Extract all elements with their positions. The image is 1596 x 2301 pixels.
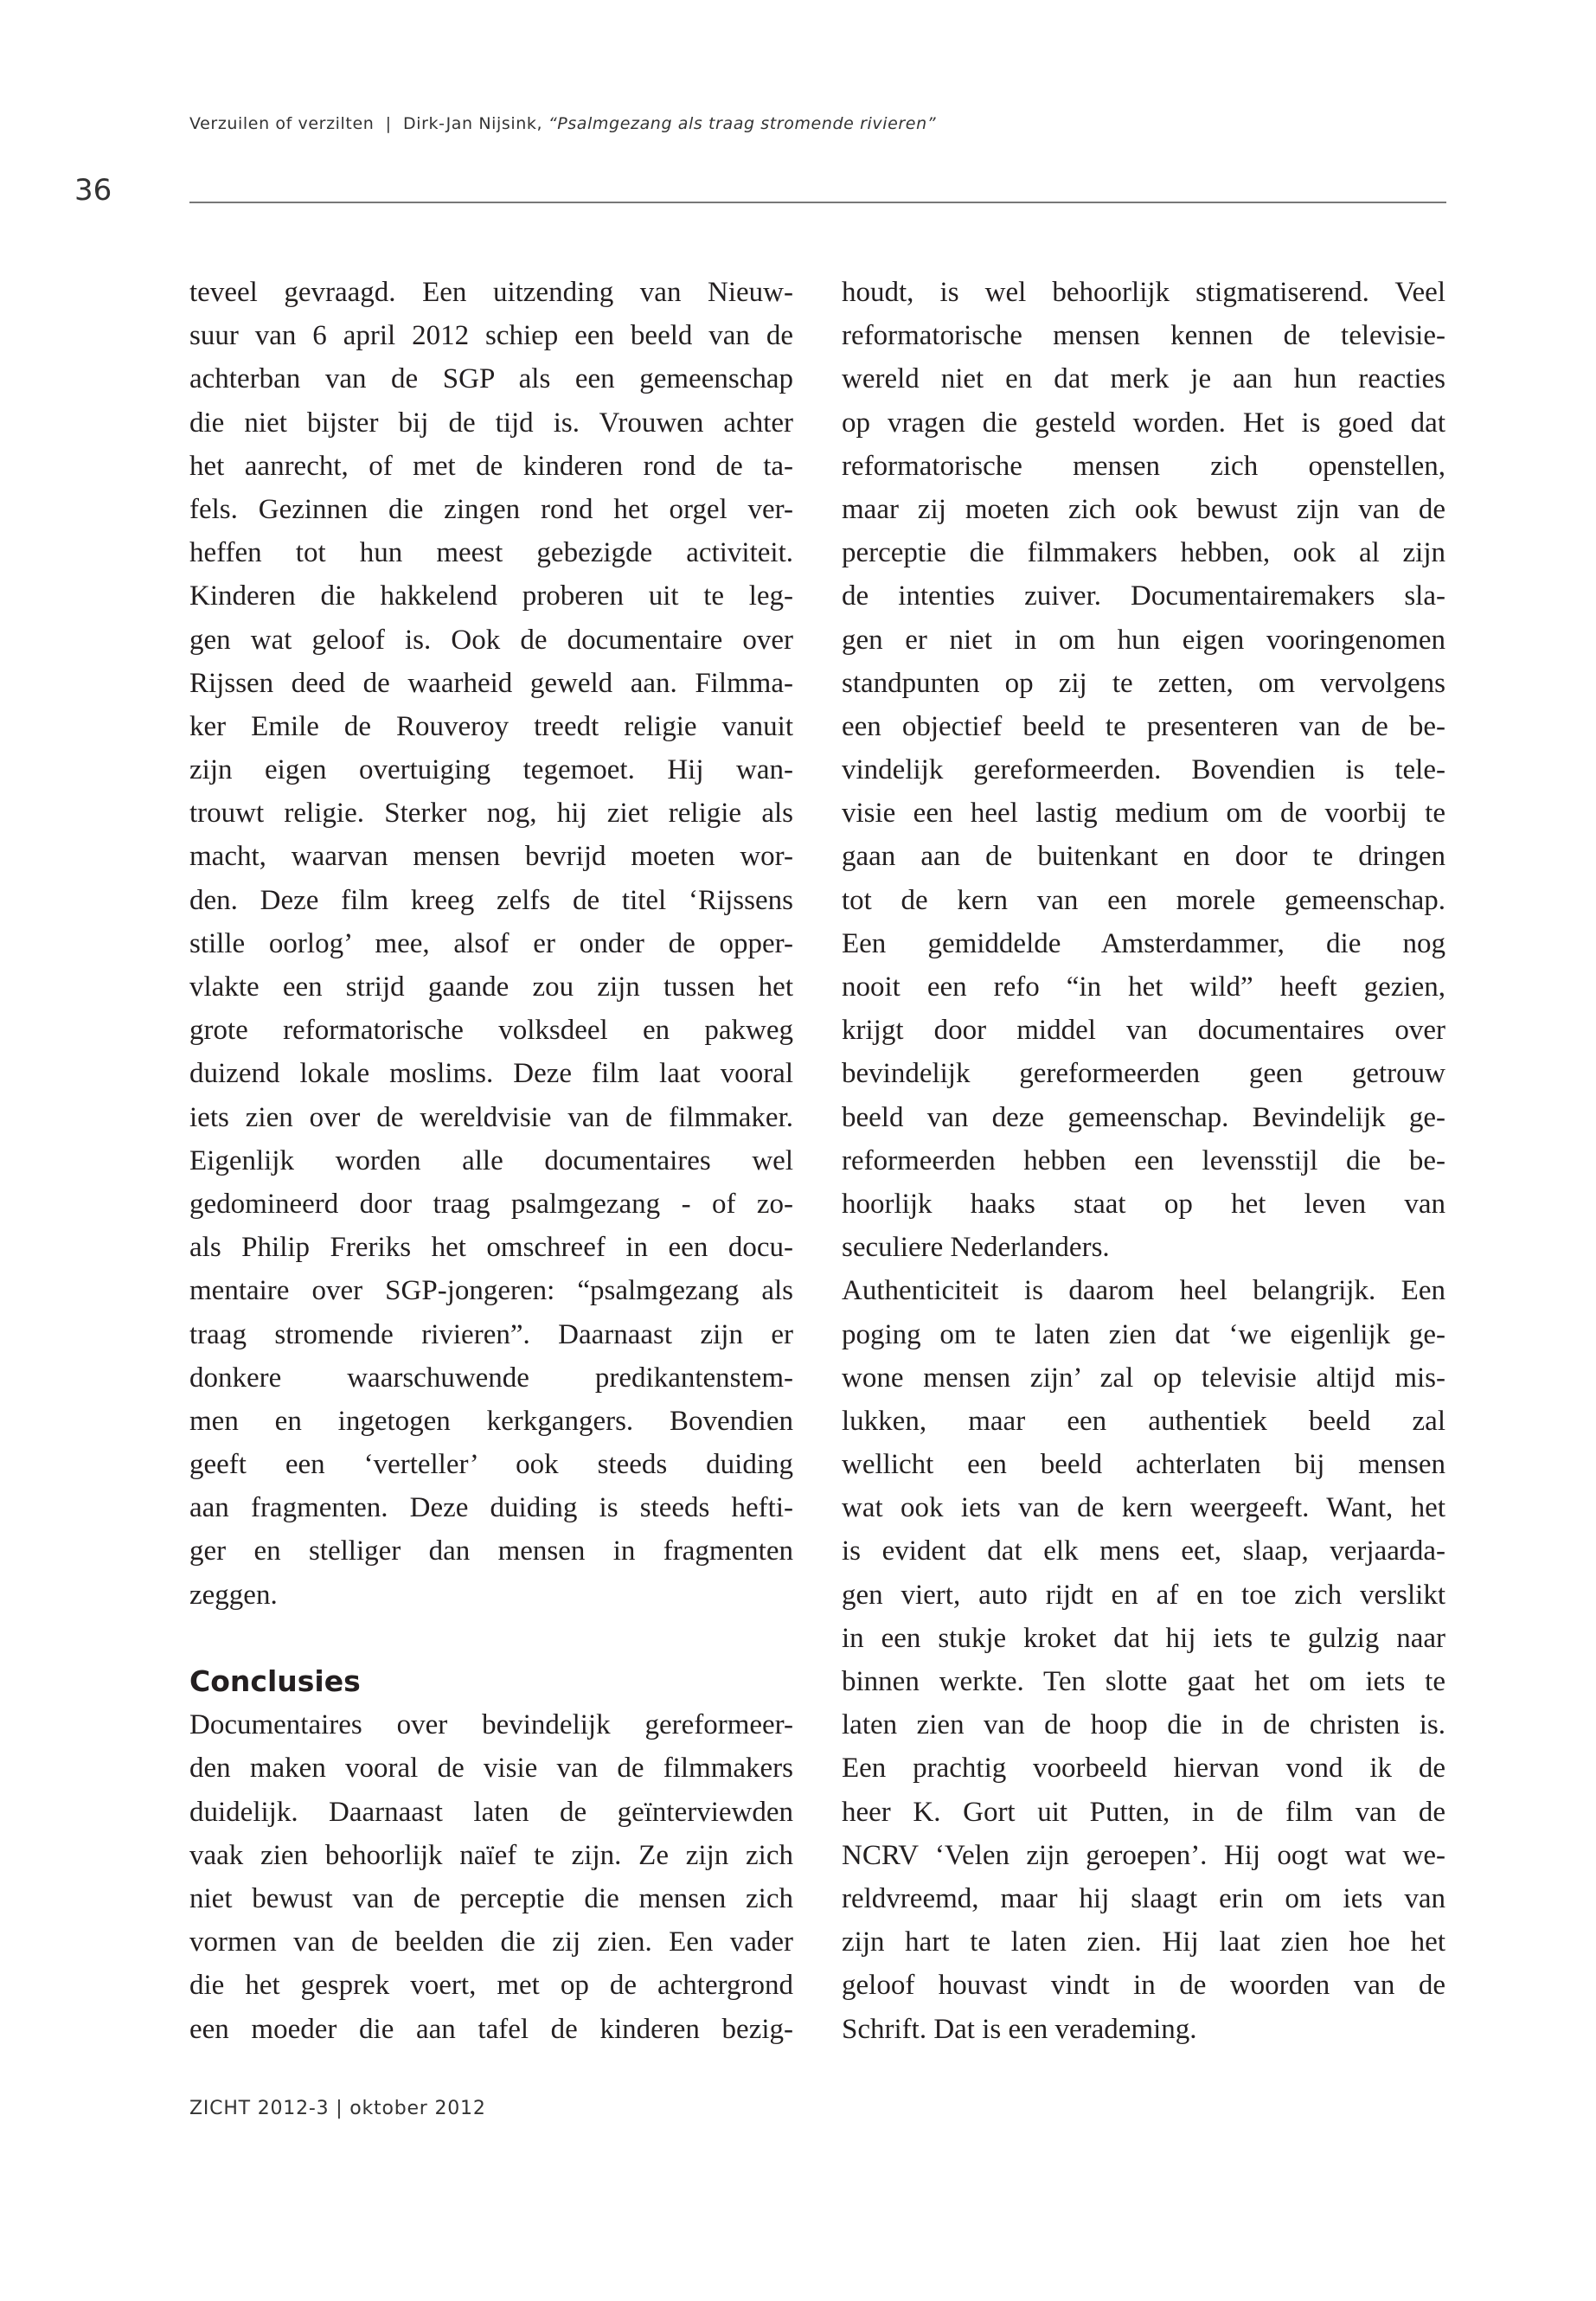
text-line: bevindelijk gereformeerden geen getrouw bbox=[842, 1058, 1445, 1090]
text-line: in een stukje kroket dat hij iets te gulzig naar bbox=[842, 1622, 1445, 1654]
text-line: men en ingetogen kerkgangers. Bovendien bbox=[189, 1405, 793, 1437]
text-line: zijn hart te laten zien. Hij laat zien hoe het bbox=[842, 1926, 1445, 1958]
text-line: reformeerden hebben een levensstijl die be- bbox=[842, 1144, 1445, 1176]
text-line: standpunten op zij te zetten, om vervolgens bbox=[842, 667, 1445, 699]
text-line: gen wat geloof is. Ook de documentaire over bbox=[189, 624, 793, 656]
text-line: wat ook iets van de kern weergeeft. Want, het bbox=[842, 1492, 1445, 1524]
text-line: tot de kern van een morele gemeenschap. bbox=[842, 884, 1445, 916]
text-line: die het gesprek voert, met op de achtergrond bbox=[189, 1970, 793, 2002]
text-line: vaak zien behoorlijk naïef te zijn. Ze zijn zich bbox=[189, 1839, 793, 1871]
text-line: wone mensen zijn’ zal op televisie altijd mis- bbox=[842, 1362, 1445, 1394]
header-author: Dirk-Jan Nijsink, bbox=[402, 114, 543, 133]
text-line: Documentaires over bevindelijk gereformeer- bbox=[189, 1709, 793, 1741]
text-line: Rijssen deed de waarheid geweld aan. Filmma- bbox=[189, 667, 793, 699]
text-line: stille oorlog’ mee, alsof er onder de opper- bbox=[189, 927, 793, 959]
text-line: niet bewust van de perceptie die mensen zich bbox=[189, 1882, 793, 1914]
text-line: maar zij moeten zich ook bewust zijn van de bbox=[842, 493, 1445, 525]
text-line: gen er niet in om hun eigen vooringenomen bbox=[842, 624, 1445, 656]
text-line: een moeder die aan tafel de kinderen bezig- bbox=[189, 2013, 793, 2045]
text-line: binnen werkte. Ten slotte gaat het om iets te bbox=[842, 1666, 1445, 1697]
text-line: trouwt religie. Sterker nog, hij ziet religie als bbox=[189, 798, 793, 830]
text-line: gaan aan de buitenkant en door te dringen bbox=[842, 841, 1445, 873]
text-line: perceptie die filmmakers hebben, ook al zijn bbox=[842, 537, 1445, 569]
text-line: iets zien over de wereldvisie van de filmmaker. bbox=[189, 1101, 793, 1133]
text-line: reldvreemd, maar hij slaagt erin om iets van bbox=[842, 1882, 1445, 1914]
text-line: vormen van de beelden die zij zien. Een vader bbox=[189, 1926, 793, 1958]
header-rule bbox=[189, 202, 1446, 203]
text-line: krijgt door middel van documentaires over bbox=[842, 1015, 1445, 1047]
section-heading: Conclusies bbox=[189, 1664, 361, 1698]
text-line: Een gemiddelde Amsterdammer, die nog bbox=[842, 927, 1445, 959]
text-line: visie een heel lastig medium om de voorbij te bbox=[842, 798, 1445, 830]
text-line: lukken, maar een authentiek beeld zal bbox=[842, 1405, 1445, 1437]
text-line: vlakte een strijd gaande zou zijn tussen het bbox=[189, 971, 793, 1003]
text-line: reformatorische mensen zich openstellen, bbox=[842, 450, 1445, 482]
text-line: heffen tot hun meest gebezigde activiteit. bbox=[189, 537, 793, 569]
text-line: een objectief beeld te presenteren van de be- bbox=[842, 710, 1445, 742]
text-line: zijn eigen overtuiging tegemoet. Hij wan- bbox=[189, 754, 793, 786]
text-line: Eigenlijk worden alle documentaires wel bbox=[189, 1144, 793, 1176]
text-line: Schrift. Dat is een verademing. bbox=[842, 2013, 1197, 2045]
text-line: poging om te laten zien dat ‘we eigenlijk ge- bbox=[842, 1318, 1445, 1350]
text-line: suur van 6 april 2012 schiep een beeld van de bbox=[189, 320, 793, 352]
text-line: gen viert, auto rijdt en af en toe zich verslikt bbox=[842, 1579, 1445, 1611]
header-section: Verzuilen of verzilten bbox=[189, 114, 375, 133]
text-line: als Philip Freriks het omschreef in een docu- bbox=[189, 1232, 793, 1264]
text-line: grote reformatorische volksdeel en pakweg bbox=[189, 1015, 793, 1047]
text-line: NCRV ‘Velen zijn geroepen’. Hij oogt wat we- bbox=[842, 1839, 1445, 1871]
text-line: den maken vooral de visie van de filmmakers bbox=[189, 1753, 793, 1785]
text-line: mentaire over SGP-jongeren: “psalmgezang als bbox=[189, 1275, 793, 1307]
text-line: die niet bijster bij de tijd is. Vrouwen achter bbox=[189, 407, 793, 439]
text-line: geeft een ‘verteller’ ook steeds duiding bbox=[189, 1449, 793, 1481]
text-line: ker Emile de Rouveroy treedt religie vanuit bbox=[189, 710, 793, 742]
text-line: achterban van de SGP als een gemeenschap bbox=[189, 363, 793, 395]
text-line: nooit een refo “in het wild” heeft gezien, bbox=[842, 971, 1445, 1003]
text-line: beeld van deze gemeenschap. Bevindelijk ge- bbox=[842, 1101, 1445, 1133]
text-line: houdt, is wel behoorlijk stigmatiserend. Veel bbox=[842, 277, 1445, 308]
right-column bbox=[842, 271, 1445, 2051]
text-line: wereld niet en dat merk je aan hun reacties bbox=[842, 363, 1445, 395]
text-line: is evident dat elk mens eet, slaap, verjaarda- bbox=[842, 1535, 1445, 1567]
text-line: Kinderen die hakkelend proberen uit te leg- bbox=[189, 580, 793, 612]
text-line: op vragen die gesteld worden. Het is goed dat bbox=[842, 407, 1445, 439]
running-header bbox=[189, 114, 936, 133]
text-line: heer K. Gort uit Putten, in de film van de bbox=[842, 1796, 1445, 1828]
header-title: “Psalmgezang als traag stromende rivieren” bbox=[548, 114, 937, 133]
text-line: macht, waarvan mensen bevrijd moeten wor- bbox=[189, 841, 793, 873]
left-column bbox=[189, 271, 793, 2051]
text-line: teveel gevraagd. Een uitzending van Nieuw- bbox=[189, 277, 793, 308]
text-line: reformatorische mensen kennen de televisie- bbox=[842, 320, 1445, 352]
text-line: ger en stelliger dan mensen in fragmenten bbox=[189, 1535, 793, 1567]
text-line: den. Deze film kreeg zelfs de titel ‘Rijssens bbox=[189, 884, 793, 916]
header-separator: | bbox=[385, 114, 392, 133]
text-line: traag stromende rivieren”. Daarnaast zijn er bbox=[189, 1318, 793, 1350]
text-line: Authenticiteit is daarom heel belangrijk. Een bbox=[842, 1275, 1445, 1307]
text-line: zeggen. bbox=[189, 1579, 278, 1611]
text-line: duidelijk. Daarnaast laten de geïnterviewden bbox=[189, 1796, 793, 1828]
text-line: hoorlijk haaks staat op het leven van bbox=[842, 1188, 1445, 1220]
text-line: wellicht een beeld achterlaten bij mensen bbox=[842, 1449, 1445, 1481]
text-line: donkere waarschuwende predikantenstem- bbox=[189, 1362, 793, 1394]
page-number: 36 bbox=[74, 173, 112, 208]
text-line: geloof houvast vindt in de woorden van de bbox=[842, 1970, 1445, 2002]
text-line: Een prachtig voorbeeld hiervan vond ik de bbox=[842, 1753, 1445, 1785]
footer: ZICHT 2012-3 | oktober 2012 bbox=[189, 2098, 486, 2119]
text-line: laten zien van de hoop die in de christen is. bbox=[842, 1709, 1445, 1741]
text-line: duizend lokale moslims. Deze film laat vooral bbox=[189, 1058, 793, 1090]
text-line: seculiere Nederlanders. bbox=[842, 1232, 1110, 1264]
text-line: aan fragmenten. Deze duiding is steeds hefti- bbox=[189, 1492, 793, 1524]
text-line: de intenties zuiver. Documentairemakers sla- bbox=[842, 580, 1445, 612]
text-line: het aanrecht, of met de kinderen rond de ta- bbox=[189, 450, 793, 482]
text-line: gedomineerd door traag psalmgezang - of zo- bbox=[189, 1188, 793, 1220]
spacer bbox=[189, 1617, 793, 1660]
text-line: fels. Gezinnen die zingen rond het orgel ver- bbox=[189, 493, 793, 525]
text-line: vindelijk gereformeerden. Bovendien is tele- bbox=[842, 754, 1445, 786]
